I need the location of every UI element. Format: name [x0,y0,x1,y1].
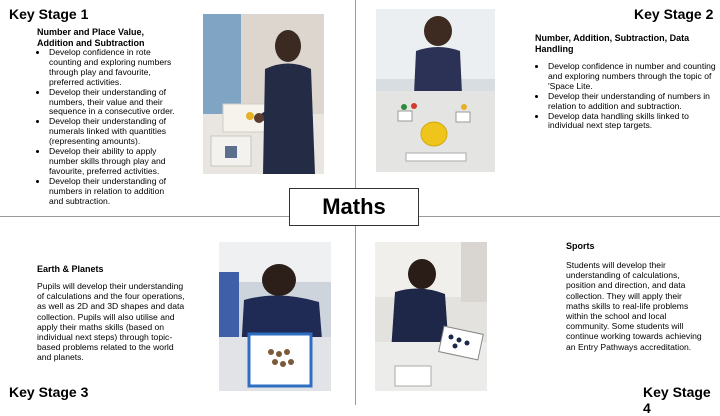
ks2-bullet: • Develop their understanding of numbers in relation to addition and subtraction. [547,92,719,112]
ks2-bullet: • Develop confidence in number and counting and exploring numbers through the topic of 'Space Lite. [547,62,719,92]
key-stage-2-label: Key Stage 2 [634,6,714,22]
ks1-bullet: • Develop their understanding of numbers in relation to addition and subtraction. [48,177,180,207]
maths-title-box [289,188,419,226]
key-stage-4-label: Key Stage 4 [643,384,711,416]
ks4-title: Sports [566,241,595,251]
ks2-photo [376,9,495,172]
key-stage-3-label: Key Stage 3 [9,384,89,400]
ks4-paragraph: Students will develop their understanding of calculations, position and direction, and data collection. They will apply their maths skills to real-life problems within the school and local community. Some students will continue working towards achieving an Entry Pathways accreditation. [566,260,702,352]
ks2-bullet: • Develop data handling skills linked to individual next step targets. [547,112,719,132]
key-stage-1-label: Key Stage 1 [9,6,89,22]
ks1-bullet-list [37,48,180,207]
ks4-photo [375,242,487,391]
ks1-photo [203,14,324,174]
ks1-bullet: • Develop their ability to apply number skills through play and favourite, preferred activities. [48,147,180,177]
page-title: Maths [322,194,386,219]
ks3-photo [219,242,331,391]
ks3-paragraph: Pupils will develop their understanding of calculations and the four operations, as well as 2D and 3D shapes and data collection. Pupils will also utilise and apply their maths skills (based on individual next steps) through topic-based problems related to the world and planets. [37,281,185,363]
ks2-title: Number, Addition, Subtraction, Data Handling [535,33,690,54]
ks1-bullet: • Develop their understanding of numerals linked with quantities (representing amounts). [48,117,180,147]
ks1-title: Number and Place Value, Addition and Subtraction [37,27,145,48]
ks1-bullet: • Develop confidence in rote counting and exploring numbers through play and favourite, preferred activities. [48,48,180,88]
ks2-bullet-list [536,62,719,131]
ks3-title: Earth & Planets [37,264,104,274]
ks1-bullet: • Develop their understanding of numbers, their value and their sequence in a consecutive order. [48,88,180,118]
